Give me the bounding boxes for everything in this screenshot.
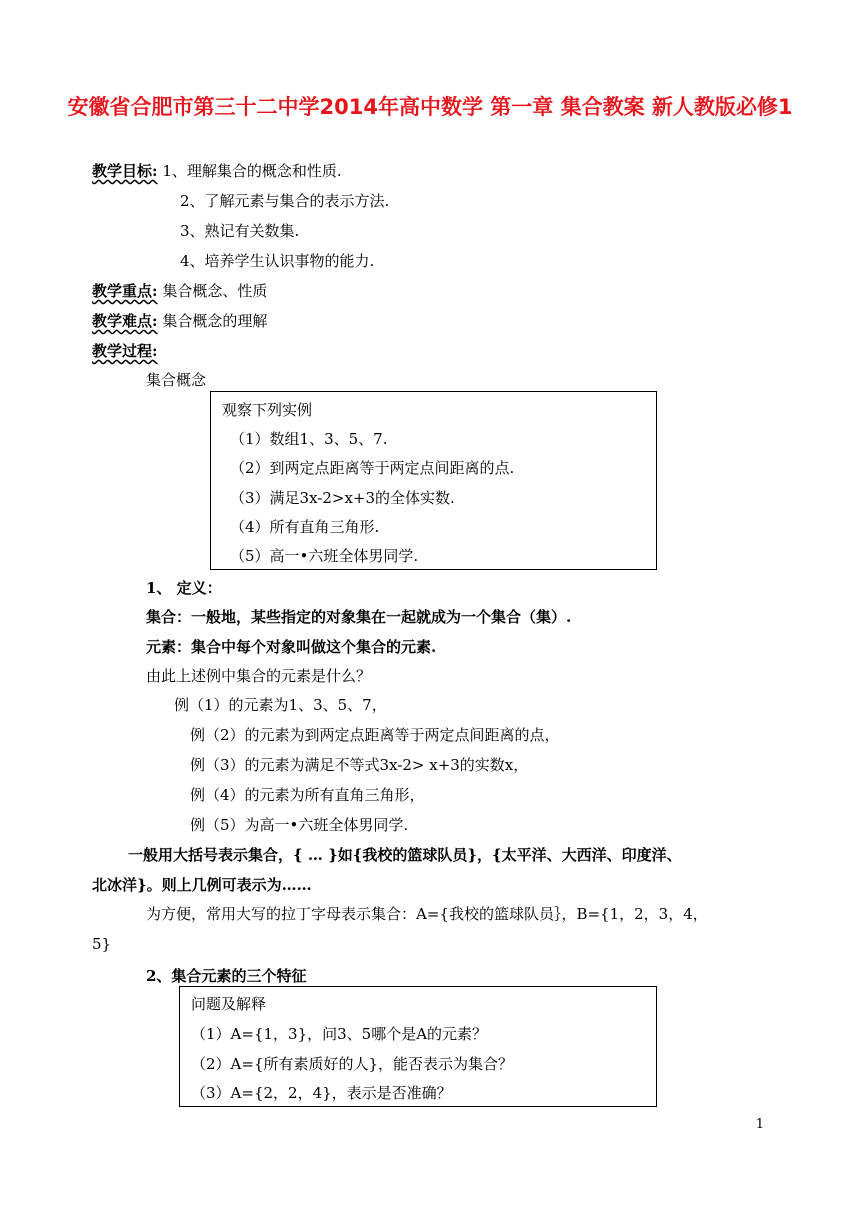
element-definition: 元素：集合中每个对象叫做这个集合的元素. xyxy=(146,638,437,656)
concept-heading: 集合概念 xyxy=(146,371,207,389)
example-line: 例（3）的元素为满足不等式3x-2> x+3的实数x， xyxy=(190,756,529,774)
objective-item: 3、熟记有关数集. xyxy=(180,222,300,240)
box-item: （4）所有直角三角形. xyxy=(230,518,380,536)
objective-item: 2、了解元素与集合的表示方法. xyxy=(180,192,390,210)
box-item: （3）满足3x-2>x+3的全体实数. xyxy=(230,489,455,507)
objectives-row xyxy=(92,161,342,181)
brace-notation-line: 一般用大括号表示集合，{ … }如{我校的篮球队员}，{太平洋、大西洋、印度洋、 xyxy=(128,846,682,864)
key-points-label: 教学重点: xyxy=(92,282,158,300)
example-line: 例（2）的元素为到两定点距离等于两定点间距离的点， xyxy=(190,726,560,744)
objective-item: 1、理解集合的概念和性质. xyxy=(162,162,342,180)
difficulty-label: 教学难点: xyxy=(92,312,158,330)
key-points-text: 集合概念、性质 xyxy=(162,282,268,300)
latin-notation-line: 5} xyxy=(92,935,112,953)
process-label: 教学过程: xyxy=(92,342,158,360)
latin-notation-line: 为方便，常用大写的拉丁字母表示集合：A={我校的篮球队员｝，B={1，2，3，4， xyxy=(146,905,708,923)
box-item: （2）A={所有素质好的人}，能否表示为集合？ xyxy=(191,1055,514,1073)
question-text: 由此上述例中集合的元素是什么？ xyxy=(146,667,372,685)
objectives-label: 教学目标: xyxy=(92,162,158,180)
example-line: 例（4）的元素为所有直角三角形， xyxy=(190,786,425,804)
features-heading: 2、集合元素的三个特征 xyxy=(146,967,307,985)
difficulty-text: 集合概念的理解 xyxy=(162,312,268,330)
box-item: （2）到两定点距离等于两定点间距离的点. xyxy=(230,459,515,477)
definition-heading: 1、 定义： xyxy=(146,579,222,597)
box-item: （3）A={2，2，4}，表示是否准确？ xyxy=(191,1084,452,1102)
example-line: 例（5）为高一•六班全体男同学. xyxy=(190,816,409,834)
box-item: （1）A={1，3}，问3、5哪个是A的元素？ xyxy=(191,1025,488,1043)
box-item: （1）数组1、3、5、7. xyxy=(230,430,388,448)
example-line: 例（1）的元素为1、3、5、7， xyxy=(174,696,387,714)
box-title: 问题及解释 xyxy=(191,995,267,1013)
page-number: 1 xyxy=(755,1117,764,1132)
box-title: 观察下列实例 xyxy=(222,401,313,419)
difficulty-row xyxy=(92,311,267,331)
box-item: （5）高一•六班全体男同学. xyxy=(230,547,419,565)
document-title: 安徽省合肥市第三十二中学2014年高中数学 第一章 集合教案 新人教版必修1 xyxy=(67,95,793,119)
key-points-row xyxy=(92,281,267,301)
brace-notation-line: 北冰洋}。则上几例可表示为…… xyxy=(92,876,312,894)
set-definition: 集合：一般地，某些指定的对象集在一起就成为一个集合（集）. xyxy=(146,608,572,626)
objective-item: 4、培养学生认识事物的能力. xyxy=(180,252,375,270)
